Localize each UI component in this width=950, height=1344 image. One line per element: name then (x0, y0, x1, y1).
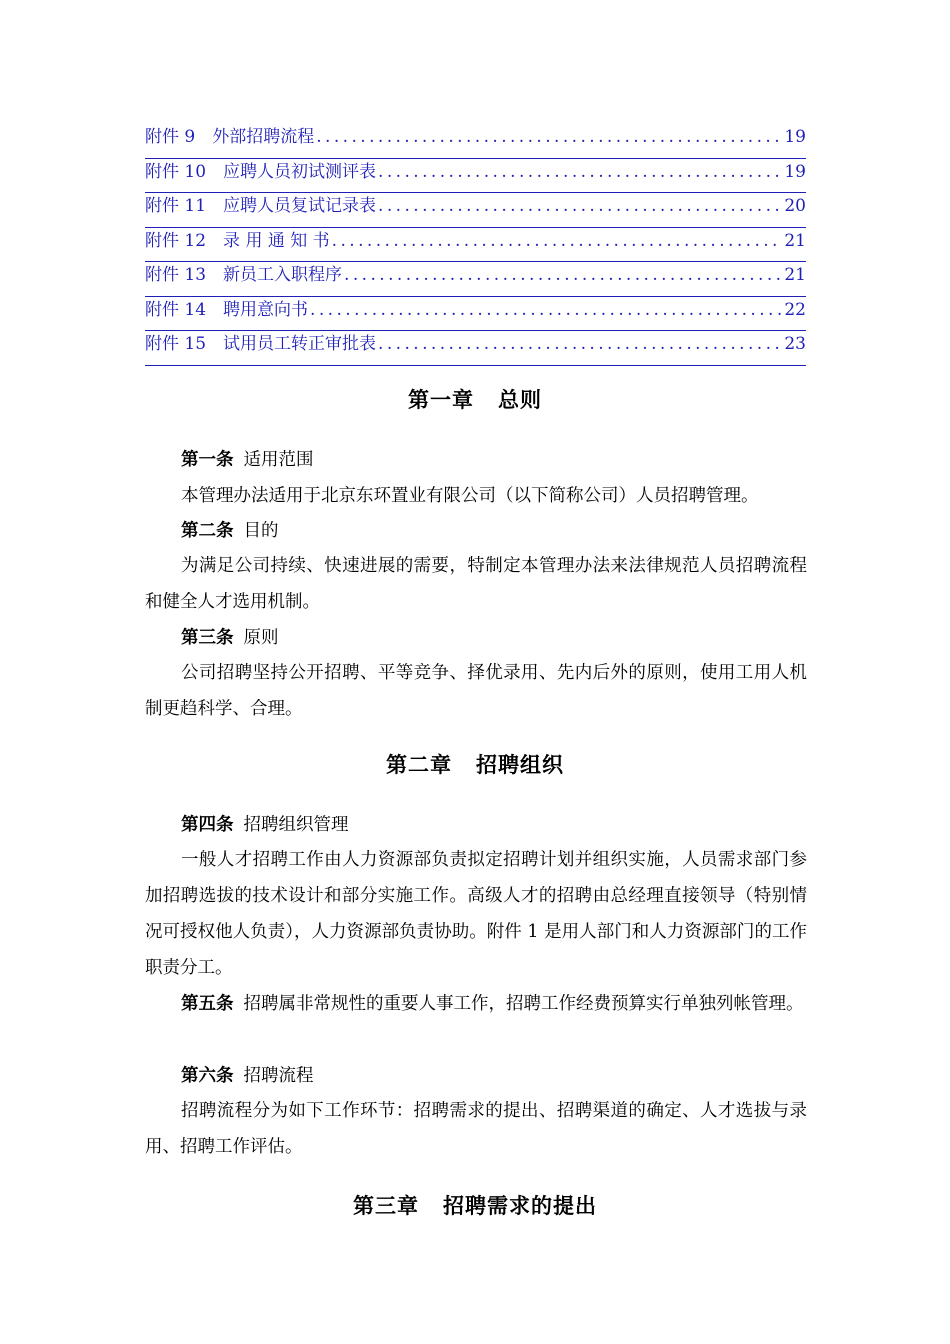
toc-entry-gap (206, 193, 223, 219)
article-1-heading (181, 442, 314, 478)
article-number: 第一条 (181, 450, 234, 470)
chapter-number: 第三章 (353, 1194, 419, 1218)
article-number: 第四条 (181, 815, 234, 835)
toc-entry-attachment-10[interactable] (145, 159, 806, 194)
article-number: 第二条 (181, 521, 234, 541)
toc-entry-title: 应聘人员初试测评表 (223, 161, 377, 182)
article-2-heading (181, 513, 279, 549)
article-2-text: 为满足公司持续、快速进展的需要，特制定本管理办法来法律规范人员招聘流程和健全人才选用机制。 (145, 556, 807, 612)
toc-leader-dots (378, 159, 782, 185)
article-title: 适用范围 (243, 450, 314, 470)
chapter-title: 总则 (498, 388, 542, 412)
toc-entry-gap (195, 124, 212, 150)
chapter-heading-3 (0, 1190, 950, 1220)
article-6-text: 招聘流程分为如下工作环节：招聘需求的提出、招聘渠道的确定、人才选拔与录用、招聘工作评估。 (145, 1101, 807, 1157)
toc-entry-title: 聘用意向书 (223, 299, 309, 320)
toc-entry-page: 23 (784, 334, 806, 354)
chapter-title: 招聘组织 (476, 753, 564, 777)
toc-entry-title: 外部招聘流程 (212, 127, 315, 147)
toc-entry-attachment-9[interactable] (145, 124, 806, 159)
article-title: 招聘组织管理 (243, 815, 349, 835)
toc-entry-attachment-15[interactable] (145, 331, 806, 366)
article-title: 招聘流程 (243, 1066, 314, 1086)
toc-entry-number: 附件 9 (145, 127, 196, 147)
toc-entry-page: 21 (784, 230, 806, 251)
toc-leader-dots (378, 193, 782, 219)
article-title: 目的 (243, 521, 279, 541)
chapter-number: 第二章 (386, 753, 452, 777)
toc-entry-number: 附件 10 (145, 161, 207, 182)
toc-leader-dots (310, 297, 782, 323)
toc-entry-gap (206, 262, 223, 288)
toc-entry-page: 21 (784, 265, 806, 285)
toc-entry-title: 应聘人员复试记录表 (223, 196, 377, 216)
article-3-heading (181, 620, 279, 656)
toc-entry-gap (206, 331, 223, 357)
toc-entry-attachment-12[interactable] (145, 228, 806, 263)
toc-entry-gap (206, 228, 223, 254)
toc-entry-page: 19 (784, 127, 806, 147)
article-number: 第三条 (181, 628, 234, 648)
chapter-heading-2 (0, 749, 950, 779)
toc-entry-number: 附件 14 (145, 299, 207, 320)
article-title: 原则 (243, 628, 279, 648)
chapter-heading-1 (0, 384, 950, 414)
toc-leader-dots (332, 228, 783, 254)
toc-entry-number: 附件 11 (145, 196, 207, 216)
toc-entry-title: 新员工入职程序 (223, 265, 343, 285)
article-5-block (145, 986, 807, 1022)
article-4-heading (181, 807, 349, 843)
toc-leader-dots (378, 331, 782, 357)
table-of-contents (145, 124, 806, 366)
article-number: 第五条 (181, 994, 234, 1014)
toc-leader-dots (316, 124, 782, 150)
toc-entry-page: 22 (784, 299, 806, 320)
toc-leader-dots (344, 262, 782, 288)
toc-entry-title: 录 用 通 知 书 (223, 230, 330, 251)
chapter-title: 招聘需求的提出 (443, 1194, 597, 1218)
article-5-text: 招聘属非常规性的重要人事工作，招聘工作经费预算实行单独列帐管理。 (243, 994, 804, 1014)
toc-entry-title: 试用员工转正审批表 (223, 334, 377, 354)
toc-entry-page: 19 (784, 161, 806, 182)
toc-entry-attachment-13[interactable] (145, 262, 806, 297)
article-6-heading (181, 1058, 314, 1094)
toc-entry-page: 20 (784, 196, 806, 216)
article-3-text: 公司招聘坚持公开招聘、平等竞争、择优录用、先内后外的原则，使用工用人机制更趋科学、合理。 (145, 663, 807, 719)
article-1-text: 本管理办法适用于北京东环置业有限公司（以下简称公司）人员招聘管理。 (181, 486, 759, 506)
toc-entry-gap (206, 159, 223, 185)
toc-entry-number: 附件 12 (145, 230, 207, 251)
article-4-text: 一般人才招聘工作由人力资源部负责拟定招聘计划并组织实施，人员需求部门参加招聘选拔的技术设计和部分实施工作。高级人才的招聘由总经理直接领导（特别情况可授权他人负责），人力资源部负责协助。附件 1 是用人部门和人力资源部门的工作职责分工。 (145, 850, 807, 978)
toc-entry-attachment-14[interactable] (145, 297, 806, 332)
toc-entry-gap (206, 297, 223, 323)
article-number: 第六条 (181, 1066, 234, 1086)
toc-entry-number: 附件 13 (145, 265, 207, 285)
chapter-number: 第一章 (408, 388, 474, 412)
toc-entry-number: 附件 15 (145, 334, 207, 354)
toc-entry-attachment-11[interactable] (145, 193, 806, 228)
